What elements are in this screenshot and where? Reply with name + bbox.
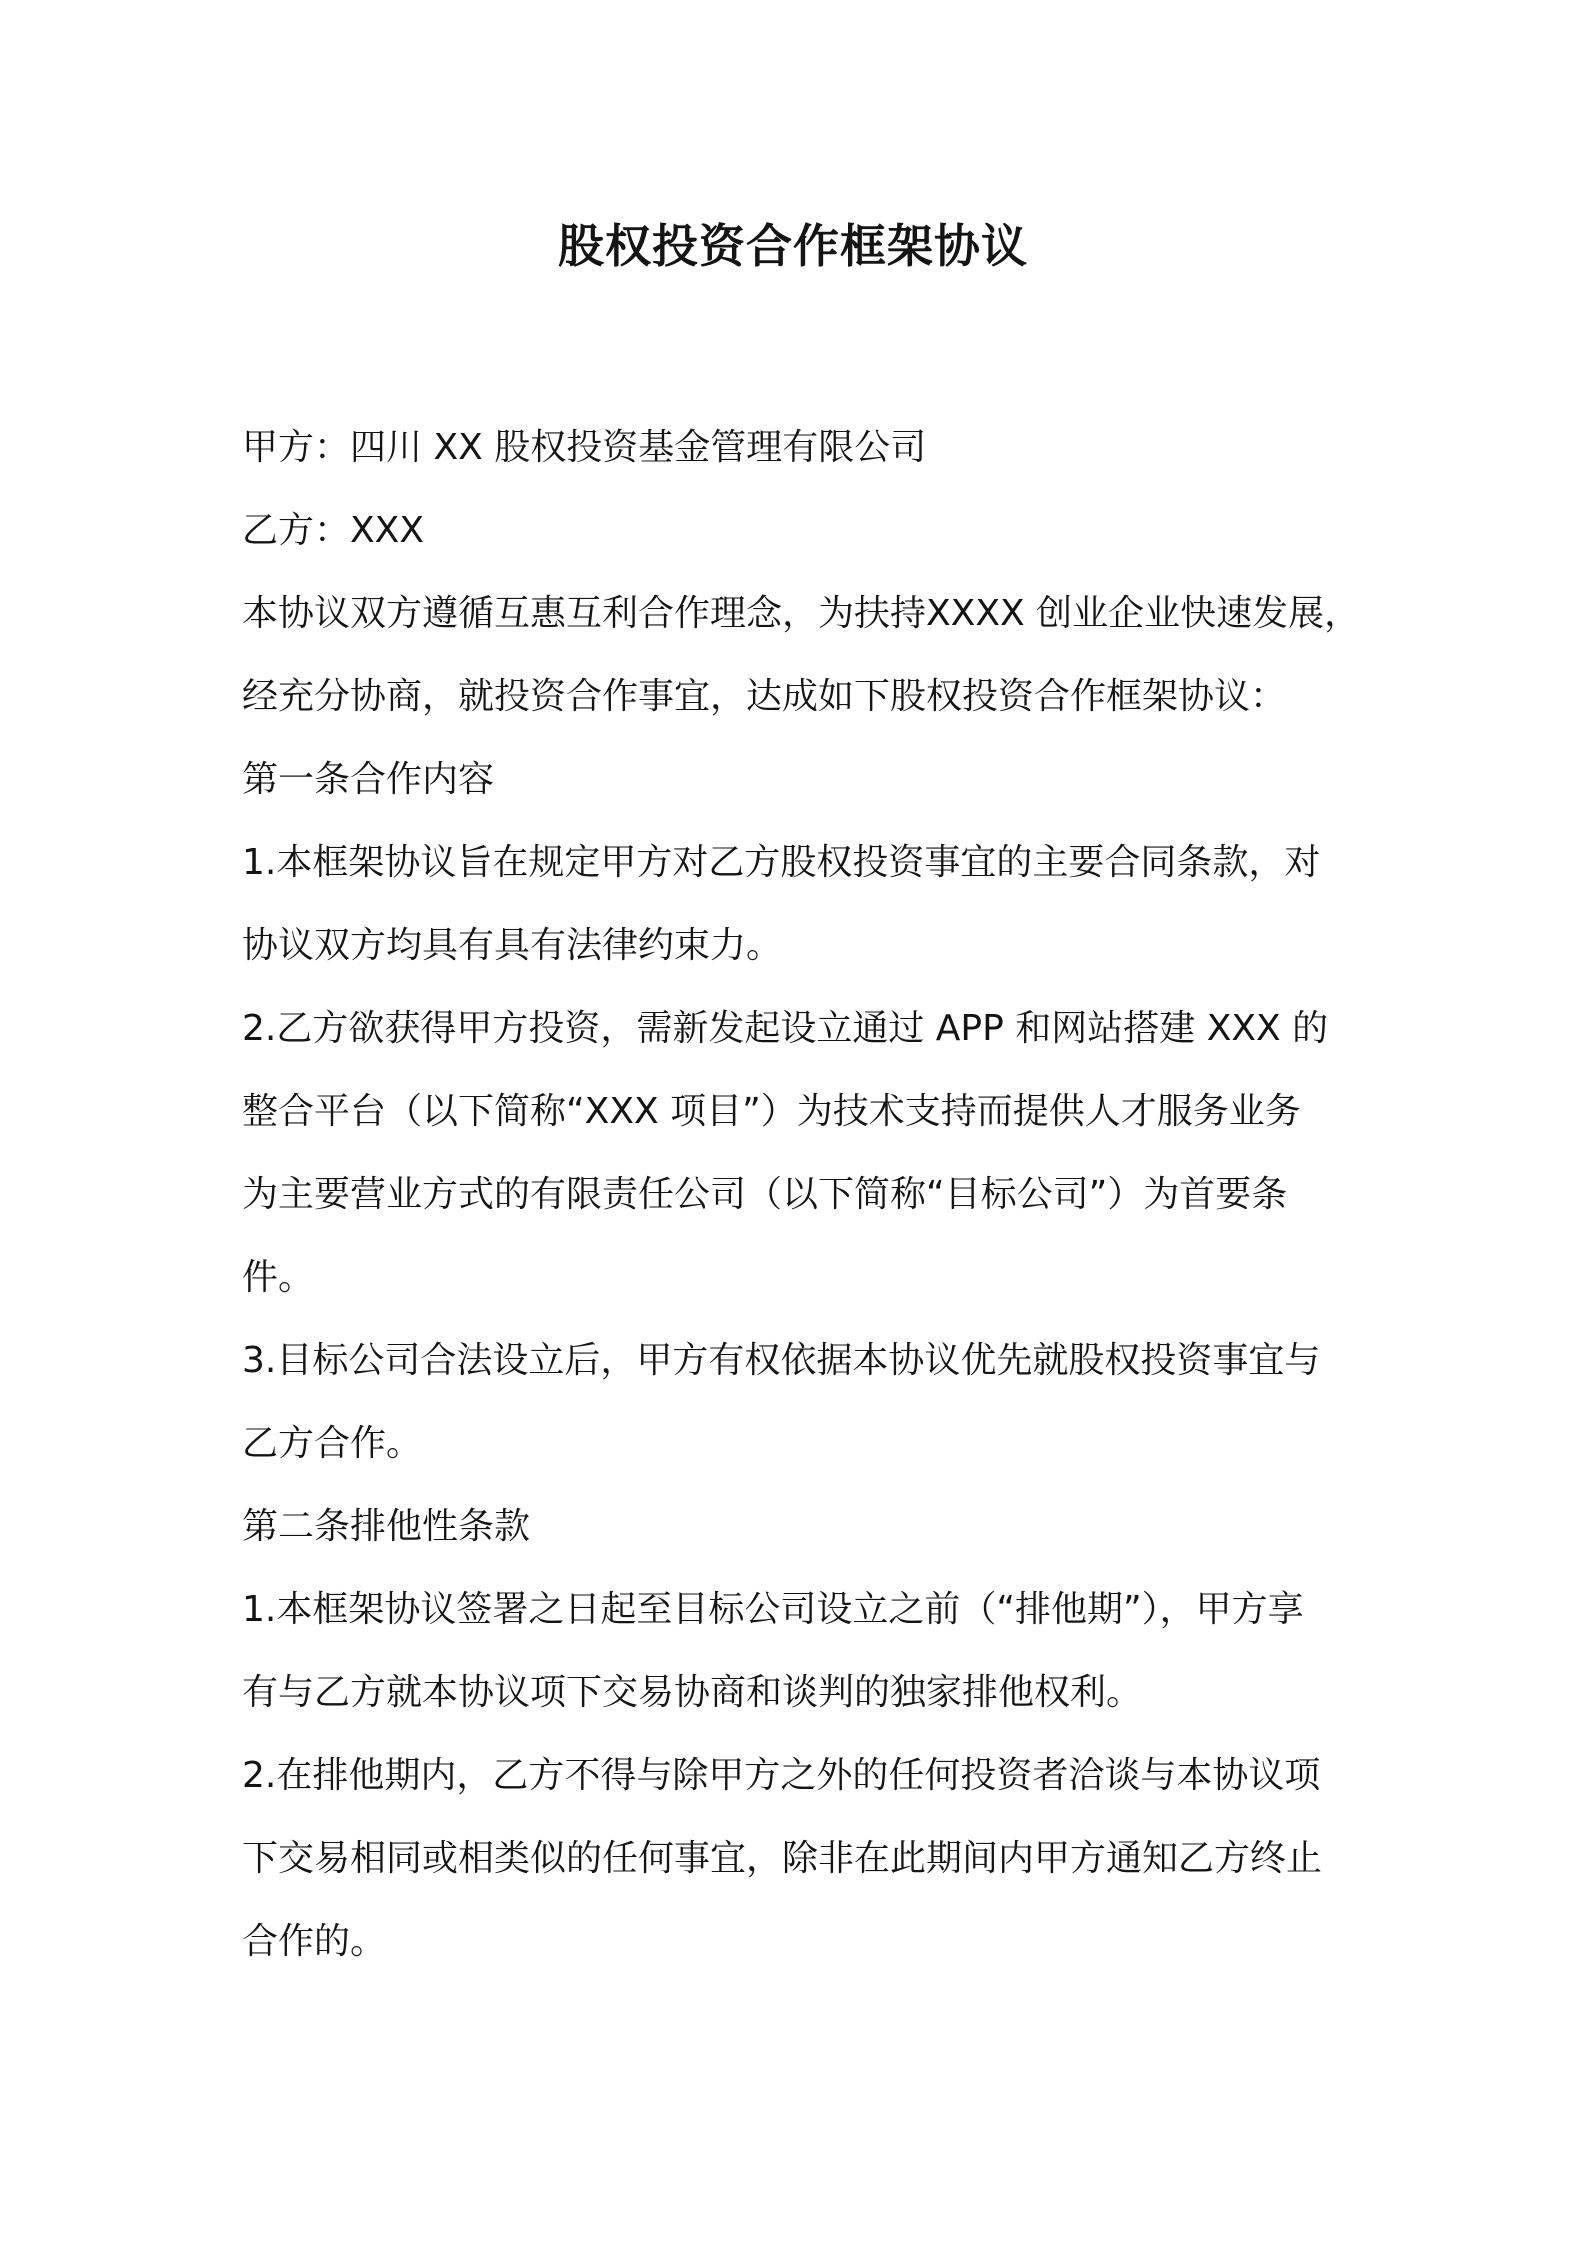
article-1-clause-1-line-1: 1.本框架协议旨在规定甲方对乙方股权投资事宜的主要合同条款，对: [242, 842, 1321, 883]
article-2-clause-2-line-1: 2.在排他期内，乙方不得与除甲方之外的任何投资者洽谈与本协议项: [242, 1755, 1321, 1796]
party-b-line: 乙方：XXX: [242, 510, 424, 551]
article-1-clause-2-line-3: 为主要营业方式的有限责任公司（以下简称“目标公司”）为首要条: [242, 1174, 1288, 1215]
article-1-clause-3-line-1: 3.目标公司合法设立后，甲方有权依据本协议优先就股权投资事宜与: [242, 1340, 1321, 1381]
article-2-clause-1-line-1: 1.本框架协议签署之日起至目标公司设立之前（“排他期”），甲方享: [242, 1589, 1304, 1630]
article-2-clause-2-line-2: 下交易相同或相类似的任何事宜，除非在此期间内甲方通知乙方终止: [242, 1838, 1323, 1879]
article-1-clause-2-line-4: 件。: [242, 1257, 315, 1298]
article-2-clause-1-line-2: 有与乙方就本协议项下交易协商和谈判的独家排他权利。: [242, 1672, 1143, 1713]
article-1-clause-2-line-2: 整合平台（以下简称“XXX 项目”）为技术支持而提供人才服务业务: [242, 1091, 1301, 1132]
article-1-clause-1-line-2: 协议双方均具有具有法律约束力。: [242, 925, 783, 966]
document-body: [242, 406, 1361, 1983]
article-2-heading: 第二条排他性条款: [242, 1506, 531, 1547]
intro-line-1: 本协议双方遵循互惠互利合作理念，为扶持XXXX 创业企业快速发展，: [242, 593, 1361, 634]
article-1-clause-3-line-2: 乙方合作。: [242, 1423, 423, 1464]
article-1-clause-2-line-1: 2.乙方欲获得甲方投资，需新发起设立通过 APP 和网站搭建 XXX 的: [242, 1008, 1329, 1049]
article-2-clause-2-line-3: 合作的。: [242, 1921, 387, 1962]
party-a-line: 甲方：四川 XX 股权投资基金管理有限公司: [242, 427, 927, 468]
intro-line-2: 经充分协商，就投资合作事宜，达成如下股权投资合作框架协议：: [242, 676, 1287, 717]
document-title: 股权投资合作框架协议: [558, 219, 1028, 273]
article-1-heading: 第一条合作内容: [242, 759, 495, 800]
